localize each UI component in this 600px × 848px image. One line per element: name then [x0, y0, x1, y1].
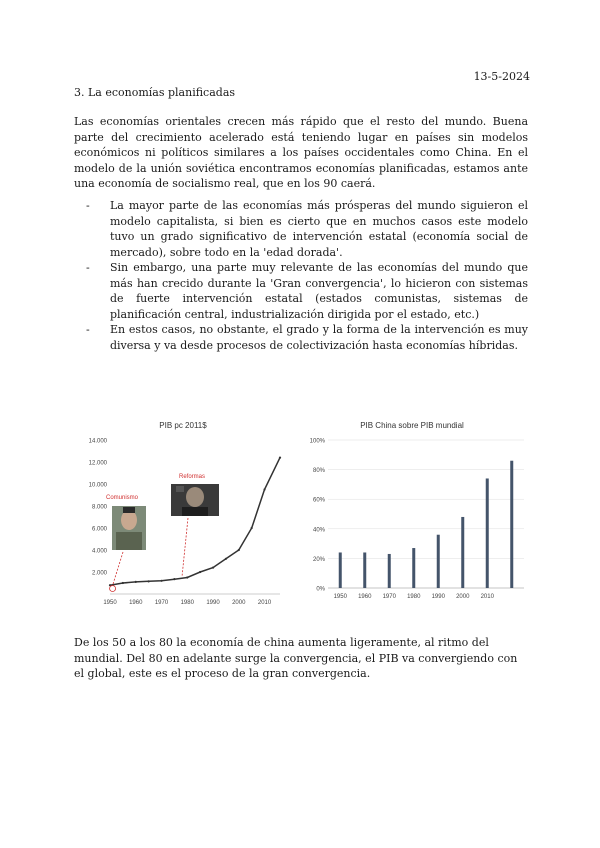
chart2-title: PIB China sobre PIB mundial: [360, 421, 464, 430]
chart2-x-tick-label: 1970: [382, 594, 396, 600]
chart1-x-tick-label: 1990: [206, 600, 220, 606]
chart1-annotation-label: Reformas: [179, 474, 206, 480]
gdp-per-capita-chart: [78, 414, 288, 610]
chart2-y-tick-label: 60%: [312, 497, 325, 504]
chart2-bar: [339, 552, 342, 588]
chart2-y-tick-label: 20%: [312, 556, 325, 563]
bullet-item: [86, 260, 528, 322]
chart1-data-point: [279, 457, 281, 459]
chart1-x-tick-label: 1980: [180, 600, 194, 606]
chart2-x-tick-label: 1950: [333, 594, 347, 600]
chart1-y-tick-label: 4.000: [91, 548, 107, 555]
bullet-marker: -: [86, 323, 90, 336]
chart1-data-point: [122, 582, 124, 584]
chart1-data-point: [251, 527, 253, 529]
chart1-data-point: [212, 567, 214, 569]
bullet-marker: -: [86, 199, 90, 212]
chart2-bar: [461, 517, 464, 588]
chart2-x-tick-label: 2010: [480, 594, 494, 600]
chart2-bar: [412, 548, 415, 588]
chart1-y-tick-label: 2.000: [91, 570, 107, 577]
chart1-annotation-label: Comunismo: [106, 495, 139, 501]
bullet-marker: -: [86, 261, 90, 274]
chart2-bar: [437, 535, 440, 588]
chart1-y-tick-label: 12.000: [88, 460, 107, 467]
bullet-text: La mayor parte de las economías más prósperas del mundo siguieron el modelo capitalista, si bien es cierto que en muchos casos este modelo tuvo un grado significativo de intervención estatal (economía social de mercado), sobre todo en la 'edad dorada'.: [110, 199, 528, 259]
intro-paragraph: Las economías orientales crecen más rápido que el resto del mundo. Buena parte del crecimiento acelerado está teniendo lugar en países sin modelos económicos ni políticos similares a los países occidentales como China. En el modelo de la unión soviética encontramos economías planificadas, estamos ante una economía de socialismo real, que en los 90 caerá.: [74, 115, 528, 190]
chart1-data-point: [135, 581, 137, 583]
chart1-x-tick-label: 1950: [103, 600, 117, 606]
chart1-y-tick-label: 14.000: [88, 438, 107, 445]
chart1-data-point: [263, 488, 265, 490]
chart2-bar: [388, 554, 391, 588]
document-date: 13-5-2024: [473, 70, 530, 83]
closing-paragraph: De los 50 a los 80 la economía de china aumenta ligeramente, al ritmo del mundial. Del 80 en adelante surge la convergencia, el PIB va convergiendo con el global, este es el proceso de la gran convergencia.: [74, 636, 518, 680]
chart2-x-tick-label: 1980: [407, 594, 421, 600]
chart2-bar: [363, 552, 366, 588]
chart2-x-tick-label: 2000: [456, 594, 470, 600]
bullet-text: En estos casos, no obstante, el grado y la forma de la intervención es muy diversa y va desde procesos de colectivización hasta economías híbridas.: [110, 323, 528, 352]
bullet-text: Sin embargo, una parte muy relevante de las economías del mundo que más han crecido durante la 'Gran convergencia', lo hicieron con sistemas de fuerte intervención estatal (estados comunistas, sistemas de planificación central, industrialización dirigida por el estado, etc.): [110, 261, 528, 321]
chart1-data-point: [238, 549, 240, 551]
bullet-item: [86, 322, 528, 353]
chart1-x-tick-label: 2010: [257, 600, 272, 606]
chart1-data-point: [225, 558, 227, 560]
chart1-y-tick-label: 8.000: [91, 504, 107, 511]
chart1-x-tick-label: 2000: [232, 600, 246, 606]
chart2-x-tick-label: 1960: [358, 594, 372, 600]
chart2-x-tick-label: 1990: [431, 594, 445, 600]
bullet-list: [86, 198, 528, 353]
chart2-bar: [510, 461, 513, 588]
chart1-data-point: [199, 571, 201, 573]
mao-portrait: [112, 506, 146, 550]
section-heading: 3. La economías planificadas: [74, 86, 236, 99]
chart1-x-tick-label: 1970: [154, 600, 169, 606]
chart2-y-tick-label: 40%: [312, 527, 325, 534]
chart1-data-point: [160, 580, 162, 582]
chart1-title: PIB pc 2011$: [159, 421, 207, 430]
chart1-data-point: [173, 578, 175, 580]
chart1-y-tick-label: 10.000: [88, 482, 107, 489]
deng-portrait: [171, 484, 219, 516]
chart1-annotation-arrow: [182, 518, 188, 576]
chart2-bar: [486, 478, 489, 588]
chart1-y-tick-label: 6.000: [91, 526, 107, 533]
china-share-chart: [298, 418, 530, 610]
bullet-item: [86, 198, 528, 260]
chart1-data-point: [186, 576, 188, 578]
chart2-y-tick-label: 80%: [312, 468, 325, 475]
chart1-annotation-marker: [110, 586, 116, 592]
chart2-y-tick-label: 100%: [309, 438, 325, 445]
chart1-data-point: [148, 580, 150, 582]
chart1-annotation-arrow: [113, 552, 123, 586]
chart1-x-tick-label: 1960: [129, 600, 143, 606]
chart2-y-tick-label: 0%: [316, 586, 325, 593]
